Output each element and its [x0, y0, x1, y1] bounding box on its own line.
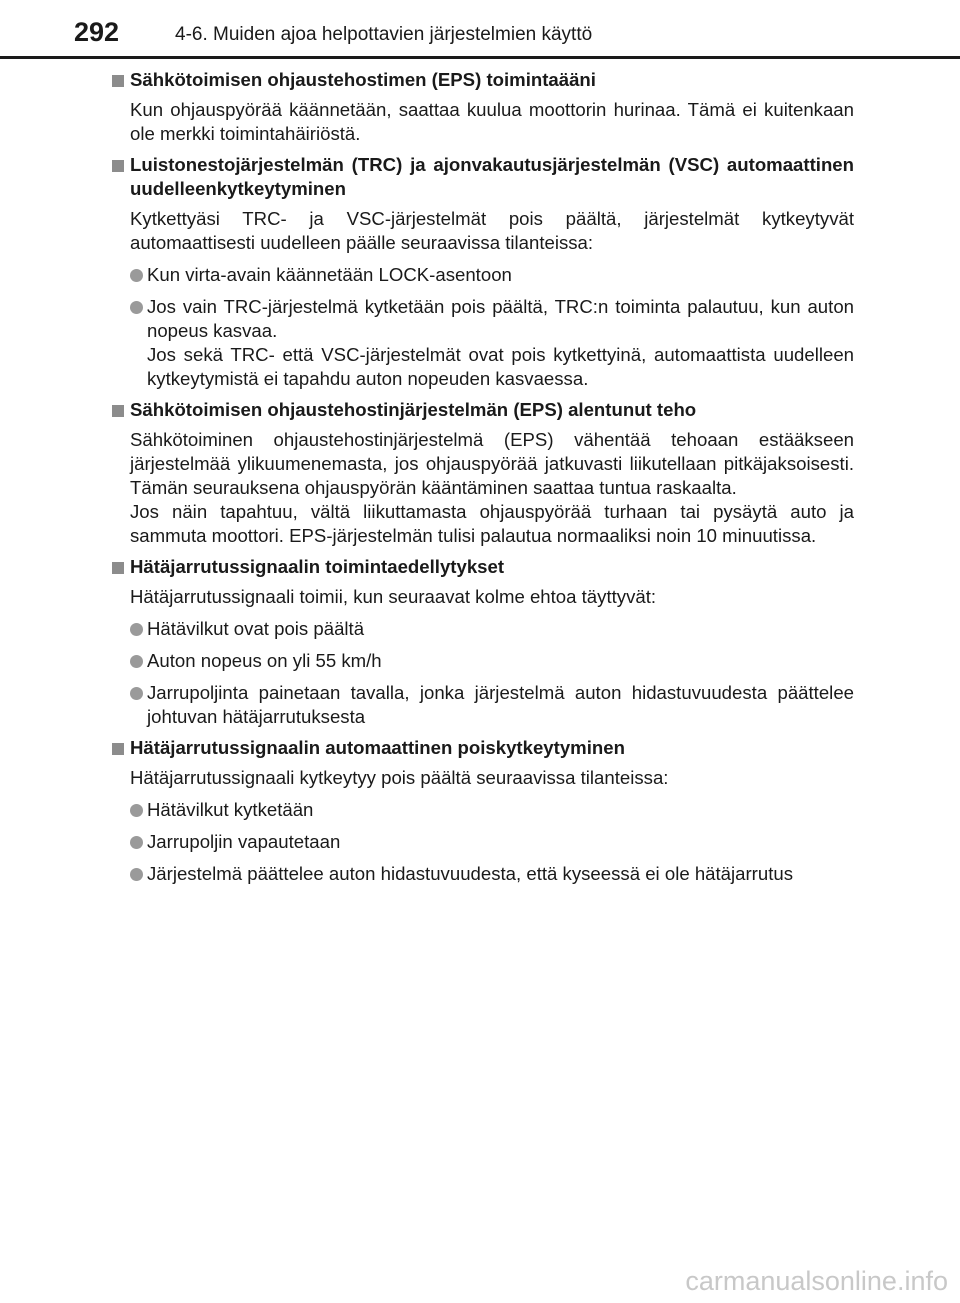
paragraph: Hätäjarrutussignaali kytkeytyy pois päältä seuraavissa tilanteissa: [130, 767, 669, 788]
list-item [110, 681, 854, 729]
list-item [110, 830, 854, 854]
circle-bullet-icon [130, 836, 143, 849]
square-bullet-icon [112, 405, 124, 417]
section-heading [110, 398, 854, 422]
paragraph: Hätäjarrutussignaali toimii, kun seuraavat kolme ehtoa täyttyvät: [130, 586, 657, 607]
paragraph: Kytkettyäsi TRC- ja VSC-järjestelmät pois päältä, järjestelmät kytkeytyvät automaattisesti uudelleen päälle seuraavissa tilanteissa: [130, 208, 854, 253]
list-item-text: Järjestelmä päättelee auton hidastuvuudesta, että kyseessä ei ole hätäjarrutus [147, 863, 794, 884]
circle-bullet-icon [130, 804, 143, 817]
section-heading-text: Sähkötoimisen ohjaustehostimen (EPS) toimintaääni [130, 69, 596, 90]
section-heading-text: Sähkötoimisen ohjaustehostinjärjestelmän (EPS) alentunut teho [130, 399, 697, 420]
circle-bullet-icon [130, 655, 143, 668]
list-item-text: Jarrupoljinta painetaan tavalla, jonka järjestelmä auton hidastuvuudesta päättelee johtuvan hätäjarrutuksesta [147, 682, 854, 727]
page-header [0, 0, 960, 56]
list-item [110, 295, 854, 391]
section-heading-text: Luistonestojärjestelmän (TRC) ja ajonvakautusjärjestelmän (VSC) automaattinen uudelleenkytkeytyminen [130, 154, 854, 199]
list-item [110, 649, 854, 673]
section-heading-text: Hätäjarrutussignaalin toimintaedellytykset [130, 556, 505, 577]
list-item-text: Jarrupoljin vapautetaan [147, 831, 341, 852]
square-bullet-icon [112, 743, 124, 755]
list-item-text: Kun virta-avain käännetään LOCK-asentoon [147, 264, 512, 285]
header-rule [0, 56, 960, 59]
section-heading [110, 555, 854, 579]
square-bullet-icon [112, 160, 124, 172]
paragraph: Sähkötoiminen ohjaustehostinjärjestelmä (EPS) vähentää tehoaan estääkseen järjestelmää ylikuumenemasta, jos ohjauspyörää jatkuvasti liikutellaan pitkäjaksoisesti. Tämän seurauksena ohjauspyörän kääntäminen saattaa tuntua raskaalta. [130, 429, 854, 498]
list-item-text: Hätävilkut kytketään [147, 799, 314, 820]
square-bullet-icon [112, 75, 124, 87]
page-number: 292 [74, 17, 120, 47]
paragraph: Jos näin tapahtuu, vältä liikuttamasta ohjauspyörää turhaan tai pysäytä auto ja sammuta moottori. EPS-järjestelmän tulisi palautua normaaliksi noin 10 minuutissa. [130, 501, 854, 546]
list-item-text: Hätävilkut ovat pois päältä [147, 618, 365, 639]
section-heading-text: Hätäjarrutussignaalin automaattinen poiskytkeytyminen [130, 737, 625, 758]
list-item [110, 263, 854, 287]
list-item-text: Auton nopeus on yli 55 km/h [147, 650, 382, 671]
list-item [110, 798, 854, 822]
circle-bullet-icon [130, 269, 143, 282]
square-bullet-icon [112, 562, 124, 574]
chapter-title: 4-6. Muiden ajoa helpottavien järjestelmien käyttö [175, 24, 593, 45]
section-heading [110, 153, 854, 201]
page-content [110, 68, 854, 886]
list-item [110, 617, 854, 641]
watermark: carmanualsonline.info [685, 1266, 948, 1296]
circle-bullet-icon [130, 623, 143, 636]
list-item-text: Jos vain TRC-järjestelmä kytketään pois päältä, TRC:n toiminta palautuu, kun auton nopeus kasvaa. [147, 296, 854, 341]
circle-bullet-icon [130, 868, 143, 881]
circle-bullet-icon [130, 687, 143, 700]
section-heading [110, 68, 854, 92]
circle-bullet-icon [130, 301, 143, 314]
section-heading [110, 736, 854, 760]
paragraph: Kun ohjauspyörää käännetään, saattaa kuulua moottorin hurinaa. Tämä ei kuitenkaan ole merkki toimintahäiriöstä. [130, 99, 854, 144]
list-item [110, 862, 854, 886]
list-item-text: Jos sekä TRC- että VSC-järjestelmät ovat pois kytkettyinä, automaattista uudelleen kytkeytymistä ei tapahdu auton nopeuden kasvaessa. [147, 344, 854, 389]
